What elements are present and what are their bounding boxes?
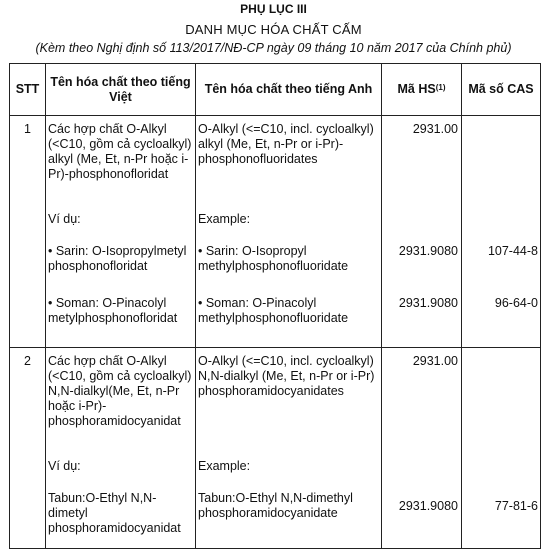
column-header-vietnamese-name: Tên hóa chất theo tiếng Việt [46, 64, 196, 116]
example-item-vn: • Soman: O-Pinacolyl metylphosphonofloridat [48, 296, 178, 325]
row-number-text: 2 [24, 354, 31, 368]
hs-code-cell [382, 348, 462, 549]
row-number [10, 348, 46, 549]
example-item-en: Tabun:O-Ethyl N,N-dimethyl phosphoramidocyanidate [198, 491, 353, 520]
hs-code-item: 2931.9080 [398, 499, 458, 513]
example-label-en: Example: [198, 459, 251, 473]
cas-number-cell [462, 116, 541, 348]
cas-number-item: 96-64-0 [494, 296, 538, 310]
hs-code-item: 2931.9080 [398, 244, 458, 258]
hs-code-group: 2931.00 [412, 354, 458, 368]
example-label-vn: Ví dụ: [48, 459, 81, 473]
english-name-cell [196, 348, 382, 549]
cas-number-item: 77-81-6 [494, 499, 538, 513]
chemical-table [9, 63, 541, 549]
column-header-hs-code [382, 64, 462, 116]
table-row [10, 348, 541, 549]
appendix-label: PHỤ LỤC III [240, 2, 307, 16]
english-name-cell [196, 116, 382, 348]
table-header-row [10, 64, 541, 116]
hs-footnote-mark: (1) [435, 83, 446, 92]
row-number-text: 1 [24, 122, 31, 136]
column-header-cas-number: Mã số CAS [462, 64, 541, 116]
group-name-vn: Các hợp chất O-Alkyl (<C10, gồm cả cycloalkyl) N,N-dialkyl(Me, Et, n-Pr hoặc i-Pr)-phosphoramidocyanidat [48, 354, 192, 428]
table-row [10, 116, 541, 348]
document-title: DANH MỤC HÓA CHẤT CẤM [185, 22, 362, 37]
example-item-vn: Tabun:O-Ethyl N,N-dimetyl phosphoramidocyanidat [48, 491, 181, 535]
hs-code-group: 2931.00 [412, 122, 458, 136]
cas-number-cell [462, 348, 541, 549]
row-number [10, 116, 46, 348]
group-name-en: O-Alkyl (<=C10, incl. cycloalkyl) alkyl (Me, Et, n-Pr or i-Pr)-phosphonofluoridates [198, 122, 374, 166]
vietnamese-name-cell [46, 116, 196, 348]
group-name-en: O-Alkyl (<=C10, incl. cycloalkyl) N,N-dialkyl (Me, Et, n-Pr or i-Pr) phosphoramidocyanidates [198, 354, 375, 398]
example-label-en: Example: [198, 212, 251, 226]
hs-code-cell [382, 116, 462, 348]
example-item-en: • Soman: O-Pinacolyl methylphosphonofluoridate [198, 296, 349, 325]
column-header-stt: STT [10, 64, 46, 116]
group-name-vn: Các hợp chất O-Alkyl (<C10, gồm cả cycloalkyl) alkyl (Me, Et, n-Pr hoặc i-Pr)-phosphonofloridat [48, 122, 192, 181]
cas-number-item: 107-44-8 [487, 244, 538, 258]
example-item-en: • Sarin: O-Isopropyl methylphosphonofluoridate [198, 244, 349, 273]
example-label-vn: Ví dụ: [48, 212, 81, 226]
hs-code-label: Mã HS [397, 82, 436, 96]
document-subtitle: (Kèm theo Nghị định số 113/2017/NĐ-CP ngày 09 tháng 10 năm 2017 của Chính phủ) [35, 41, 512, 55]
vietnamese-name-cell [46, 348, 196, 549]
column-header-english-name: Tên hóa chất theo tiếng Anh [196, 64, 382, 116]
hs-code-item: 2931.9080 [398, 296, 458, 310]
example-item-vn: • Sarin: O-Isopropylmetyl phosphonofloridat [48, 244, 187, 273]
